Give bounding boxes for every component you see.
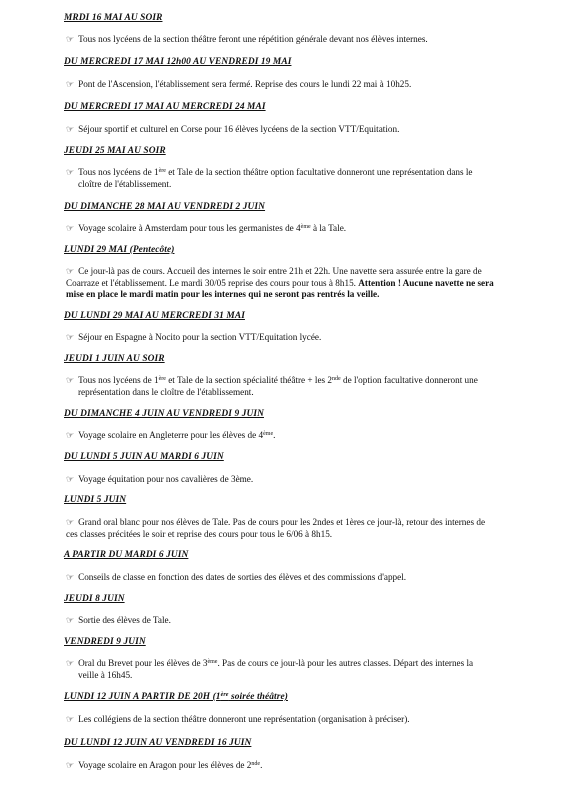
pointing-hand-icon: ☞ [66,615,75,625]
event-description: ☞ Voyage scolaire en Aragon pour les élèves de 2nde. [66,760,263,770]
pointing-hand-icon: ☞ [66,167,75,177]
event-description: ☞ Conseils de classe en fonction des dates de sorties des élèves et des commissions d'appel. [66,572,407,582]
event-date: LUNDI 12 JUIN A PARTIR DE 20H (1ère soirée théâtre) [64,692,288,702]
event-description: ☞ Les collégiens de la section théâtre donneront une représentation (organisation à préciser). [66,714,410,724]
event-date: JEUDI 25 MAI AU SOIR [64,146,166,156]
pointing-hand-icon: ☞ [66,430,75,440]
pointing-hand-icon: ☞ [66,223,75,233]
pointing-hand-icon: ☞ [66,517,75,527]
pointing-hand-icon: ☞ [66,658,75,668]
event-description: ☞ Séjour en Espagne à Nocito pour la section VTT/Equitation lycée. [66,332,322,342]
event-description: ☞ Voyage scolaire en Angleterre pour les élèves de 4ème. [66,430,276,440]
event-description: ☞ Tous nos lycéens de 1ère et Tale de la section spécialité théâtre + les 2nde de l'option facultative donneront une représentation dans le cloître de l'établissement. [66,375,478,397]
pointing-hand-icon: ☞ [66,332,75,342]
pointing-hand-icon: ☞ [66,760,75,770]
event-description: ☞ Ce jour-là pas de cours. Accueil des internes le soir entre 21h et 22h. Une navette sera assurée entre la gare de Coarraze et l'établissement. Le mardi 30/05 reprise des cours pour tous à 8h15. Attention ! Aucune navette ne sera mise en place le mardi matin pour les internes qui ne seront pas rentrés la veille. [66,266,494,300]
event-date: VENDREDI 9 JUIN [64,637,146,647]
event-date: MRDI 16 MAI AU SOIR [64,13,163,23]
pointing-hand-icon: ☞ [66,375,75,385]
event-date: DU LUNDI 12 JUIN AU VENDREDI 16 JUIN [64,738,252,748]
event-date: DU LUNDI 5 JUIN AU MARDI 6 JUIN [64,452,224,462]
pointing-hand-icon: ☞ [66,572,75,582]
event-date: DU DIMANCHE 28 MAI AU VENDREDI 2 JUIN [64,202,266,212]
event-description: ☞ Voyage équitation pour nos cavalières de 3ème. [66,474,254,484]
pointing-hand-icon: ☞ [66,266,75,276]
event-date: JEUDI 1 JUIN AU SOIR [64,354,165,364]
event-date: DU MERCREDI 17 MAI AU MERCREDI 24 MAI [64,102,266,112]
event-description: ☞ Sortie des élèves de Tale. [66,615,171,625]
event-date: A PARTIR DU MARDI 6 JUIN [64,550,189,560]
event-description: ☞ Pont de l'Ascension, l'établissement sera fermé. Reprise des cours le lundi 22 mai à 10h25. [66,79,412,89]
event-description: ☞ Tous nos lycéens de 1ère et Tale de la section théâtre option facultative donneront une représentation dans le cloître de l'établissement. [66,167,473,189]
pointing-hand-icon: ☞ [66,79,75,89]
event-date: DU DIMANCHE 4 JUIN AU VENDREDI 9 JUIN [64,409,264,419]
event-date: LUNDI 29 MAI (Pentecôte) [64,245,175,255]
event-description: ☞ Tous nos lycéens de la section théâtre feront une répétition générale devant nos élèves internes. [66,34,428,44]
pointing-hand-icon: ☞ [66,34,75,44]
event-description: ☞ Grand oral blanc pour nos élèves de Tale. Pas de cours pour les 2ndes et 1ères ce jour-là, retour des internes de ces classes précitées le soir et reprise des cours pour tous le 6/06 à 8h15. [66,517,486,539]
pointing-hand-icon: ☞ [66,714,75,724]
event-description: ☞ Voyage scolaire à Amsterdam pour tous les germanistes de 4ème à la Tale. [66,223,347,233]
event-description: ☞ Oral du Brevet pour les élèves de 3ème. Pas de cours ce jour-là pour les autres classes. Départ des internes la veille à 16h45. [66,658,474,680]
event-description: ☞ Séjour sportif et culturel en Corse pour 16 élèves lycéens de la section VTT/Equitation. [66,124,400,134]
event-date: JEUDI 8 JUIN [64,594,125,604]
pointing-hand-icon: ☞ [66,124,75,134]
pointing-hand-icon: ☞ [66,474,75,484]
event-date: LUNDI 5 JUIN [64,495,127,505]
event-date: DU LUNDI 29 MAI AU MERCREDI 31 MAI [64,311,245,321]
event-date: DU MERCREDI 17 MAI 12h00 AU VENDREDI 19 MAI [64,57,292,67]
